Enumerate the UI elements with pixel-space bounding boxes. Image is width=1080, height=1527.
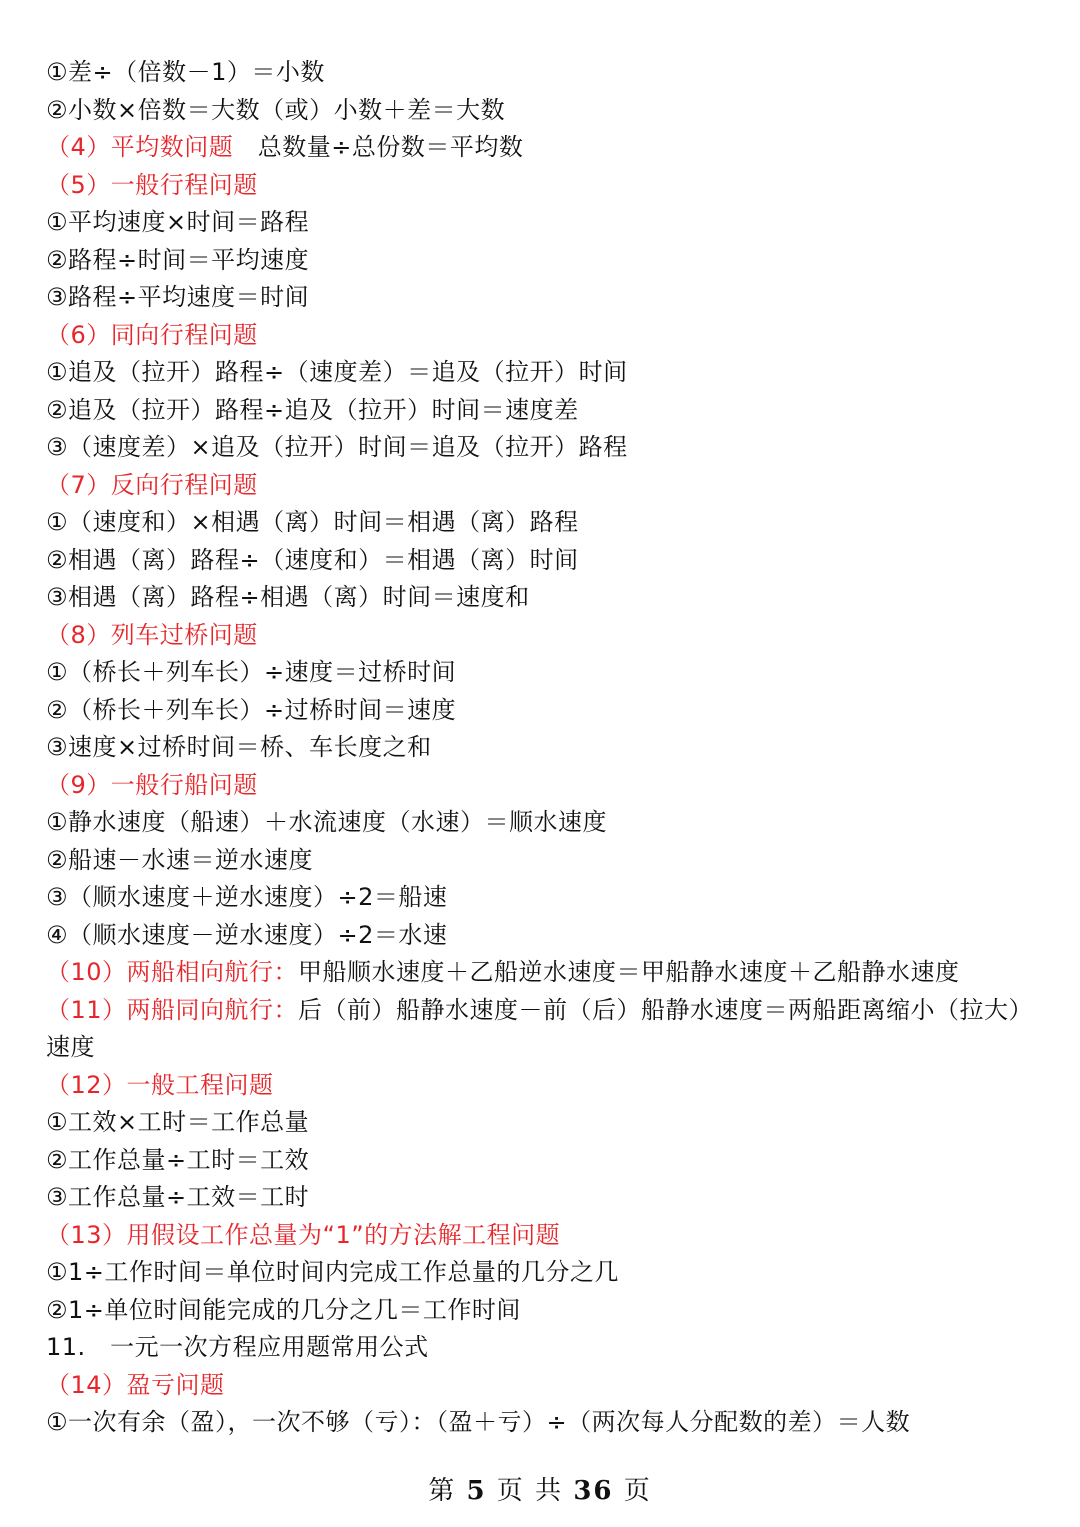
formula-line: ①静水速度（船速）＋水流速度（水速）＝顺水速度 (46, 808, 608, 836)
footer-prefix: 第 (428, 1476, 467, 1506)
section-heading: （9）一般行船问题 (46, 770, 258, 799)
formula-line: ③（顺水速度＋逆水速度）÷2＝船速 (46, 883, 448, 911)
formula-line: ①工效×工时＝工作总量 (46, 1108, 310, 1136)
section-heading: （7）反向行程问题 (46, 470, 258, 499)
footer-middle: 页 共 (486, 1476, 574, 1506)
formula-line: ①1÷工作时间＝单位时间内完成工作总量的几分之几 (46, 1258, 619, 1286)
formula-line: ④（顺水速度－逆水速度）÷2＝水速 (46, 920, 448, 949)
formula-line: ①（速度和）×相遇（离）时间＝相遇（离）路程 (46, 508, 579, 536)
document-content (46, 54, 1046, 1442)
formula-line: ③路程÷平均速度＝时间 (46, 283, 310, 311)
section-heading: （4）平均数问题 (46, 133, 234, 161)
formula-text: 甲船顺水速度＋乙船逆水速度＝甲船静水速度＋乙船静水速度 (298, 958, 960, 986)
formula-line: ①（桥长＋列车长）÷速度＝过桥时间 (46, 658, 457, 686)
section-heading: （13）用假设工作总量为“1”的方法解工程问题 (46, 1220, 561, 1249)
formula-text: 后（前）船静水速度－前（后）船静水速度＝两船距离缩小（拉大）速度 (46, 995, 1034, 1061)
current-page-number: 5 (466, 1476, 487, 1506)
section-line (46, 954, 1046, 992)
section-heading: （6）同向行程问题 (46, 320, 258, 349)
subsection-title: 11. 一元一次方程应用题常用公式 (46, 1333, 429, 1361)
formula-line: ①一次有余（盈），一次不够（亏）：（盈＋亏）÷（两次每人分配数的差）＝人数 (46, 1408, 911, 1436)
section-line (46, 129, 1046, 167)
formula-line: ③工作总量÷工效＝工时 (46, 1183, 310, 1211)
section-heading: （8）列车过桥问题 (46, 620, 258, 649)
formula-line: ②追及（拉开）路程÷追及（拉开）时间＝速度差 (46, 395, 579, 424)
formula-line: ②船速－水速＝逆水速度 (46, 845, 314, 874)
formula-line: ②路程÷时间＝平均速度 (46, 245, 310, 274)
formula-line: ③（速度差）×追及（拉开）时间＝追及（拉开）路程 (46, 433, 628, 461)
formula-line: ②1÷单位时间能完成的几分之几＝工作时间 (46, 1295, 521, 1324)
formula-line: ②小数×倍数＝大数（或）小数＋差＝大数 (46, 95, 506, 124)
section-heading: （14）盈亏问题 (46, 1370, 225, 1399)
total-page-count: 36 (573, 1476, 614, 1506)
section-heading: （10）两船相向航行： (46, 958, 299, 986)
section-heading: （5）一般行程问题 (46, 170, 258, 199)
formula-line: ③速度×过桥时间＝桥、车长度之和 (46, 733, 432, 761)
formula-line: ②（桥长＋列车长）÷过桥时间＝速度 (46, 695, 457, 724)
formula-line: ②工作总量÷工时＝工效 (46, 1145, 310, 1174)
section-line (46, 992, 1046, 1067)
section-heading: （11）两船同向航行： (46, 995, 299, 1024)
formula-line: ②相遇（离）路程÷（速度和）＝相遇（离）时间 (46, 545, 579, 574)
formula-line: ③相遇（离）路程÷相遇（离）时间＝速度和 (46, 583, 530, 611)
formula-line: ①平均速度×时间＝路程 (46, 208, 310, 236)
page-footer (0, 1470, 1080, 1507)
section-heading: （12）一般工程问题 (46, 1070, 274, 1099)
formula-line: ①追及（拉开）路程÷（速度差）＝追及（拉开）时间 (46, 358, 628, 386)
footer-suffix: 页 (613, 1476, 652, 1506)
formula-text: 总数量÷总份数＝平均数 (233, 133, 524, 161)
formula-line: ①差÷（倍数－1）＝小数 (46, 58, 325, 86)
